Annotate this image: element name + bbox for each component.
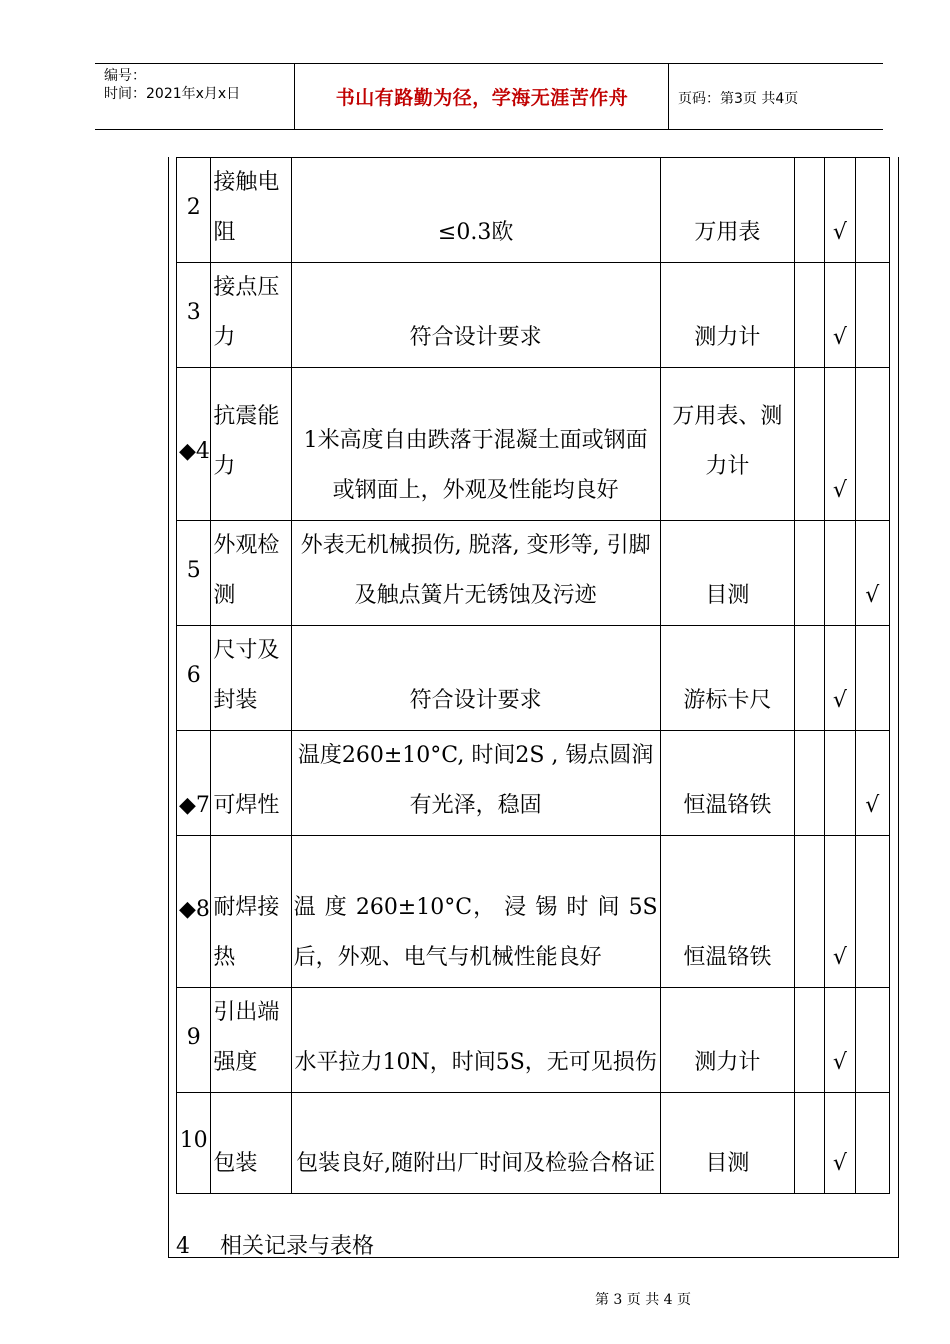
header-divider-right [668, 64, 669, 130]
row-item: 可焊性 [211, 731, 291, 836]
page-footer: 第 3 页 共 4 页 [594, 1292, 692, 1308]
row-col-a [795, 158, 825, 263]
row-number: 9 [177, 988, 211, 1093]
row-item: 耐焊接热 [211, 836, 291, 988]
row-check-c [855, 836, 889, 988]
row-check-c [855, 988, 889, 1093]
row-check-b: √ [825, 626, 855, 731]
row-check-b: √ [825, 1093, 855, 1194]
section-number: 4 [176, 1234, 190, 1259]
table-row [177, 263, 890, 368]
row-col-a [795, 1093, 825, 1194]
row-check-b: √ [825, 158, 855, 263]
row-item: 包装 [211, 1093, 291, 1194]
row-number: 5 [177, 521, 211, 626]
row-number: ◆8 [177, 836, 211, 988]
table-row [177, 1093, 890, 1194]
row-number: ◆7 [177, 731, 211, 836]
row-requirement: 水平拉力10N，时间5S，无可见损伤 [291, 988, 660, 1093]
row-check-b [825, 731, 855, 836]
document-time: 时间：2021年x月x日 [104, 86, 241, 102]
row-number: 3 [177, 263, 211, 368]
table-row [177, 731, 890, 836]
header-motto: 书山有路勤为径，学海无涯苦作舟 [335, 87, 629, 109]
row-tool: 测力计 [660, 263, 794, 368]
row-tool: 目测 [660, 1093, 794, 1194]
table-row [177, 988, 890, 1093]
row-col-a [795, 521, 825, 626]
row-tool: 游标卡尺 [660, 626, 794, 731]
row-requirement: 符合设计要求 [291, 263, 660, 368]
row-requirement: 温 度 260±10°C， 浸 锡 时 间 5S后，外观、电气与机械性能良好 [291, 836, 660, 988]
row-requirement: 包装良好,随附出厂时间及检验合格证 [291, 1093, 660, 1194]
table-row [177, 626, 890, 731]
row-item: 接触电阻 [211, 158, 291, 263]
row-requirement: 外表无机械损伤, 脱落, 变形等, 引脚及触点簧片无锈蚀及污迹 [291, 521, 660, 626]
row-tool: 恒温铬铁 [660, 836, 794, 988]
row-requirement: ≤0.3欧 [291, 158, 660, 263]
row-number: 2 [177, 158, 211, 263]
row-col-a [795, 368, 825, 521]
row-item: 外观检测 [211, 521, 291, 626]
row-check-c [855, 368, 889, 521]
row-check-c [855, 626, 889, 731]
header-page-info: 页码：第3页 共4页 [678, 91, 799, 107]
row-check-c [855, 263, 889, 368]
table-row [177, 158, 890, 263]
header-top-rule [95, 63, 883, 64]
row-check-b: √ [825, 988, 855, 1093]
row-number: 10 [177, 1093, 211, 1194]
row-item: 尺寸及封装 [211, 626, 291, 731]
table-row [177, 521, 890, 626]
row-check-c [855, 158, 889, 263]
document-code-label: 编号： [104, 68, 146, 84]
section-heading [176, 1229, 374, 1260]
row-col-a [795, 263, 825, 368]
row-check-b: √ [825, 836, 855, 988]
row-check-c [855, 1093, 889, 1194]
row-col-a [795, 626, 825, 731]
row-tool: 恒温铬铁 [660, 731, 794, 836]
row-tool: 测力计 [660, 988, 794, 1093]
header-meta [104, 67, 240, 103]
table-row [177, 368, 890, 521]
header-divider-left [294, 64, 295, 130]
row-col-a [795, 988, 825, 1093]
row-col-a [795, 731, 825, 836]
row-item: 引出端强度 [211, 988, 291, 1093]
row-check-c: √ [855, 731, 889, 836]
inspection-table [176, 157, 890, 1194]
row-col-a [795, 836, 825, 988]
header-bottom-rule [95, 129, 883, 130]
row-check-b: √ [825, 263, 855, 368]
row-tool: 万用表、测力计 [660, 368, 794, 521]
row-tool: 万用表 [660, 158, 794, 263]
row-number: 6 [177, 626, 211, 731]
section-title: 相关记录与表格 [220, 1234, 375, 1259]
table-row [177, 836, 890, 988]
row-requirement: 温度260±10°C, 时间2S , 锡点圆润有光泽，稳固 [291, 731, 660, 836]
row-number: ◆4 [177, 368, 211, 521]
row-check-b [825, 521, 855, 626]
row-check-c: √ [855, 521, 889, 626]
row-requirement: 1米高度自由跌落于混凝土面或钢面或钢面上，外观及性能均良好 [291, 368, 660, 521]
row-requirement: 符合设计要求 [291, 626, 660, 731]
row-item: 抗震能力 [211, 368, 291, 521]
row-item: 接点压力 [211, 263, 291, 368]
row-tool: 目测 [660, 521, 794, 626]
row-check-b: √ [825, 368, 855, 521]
